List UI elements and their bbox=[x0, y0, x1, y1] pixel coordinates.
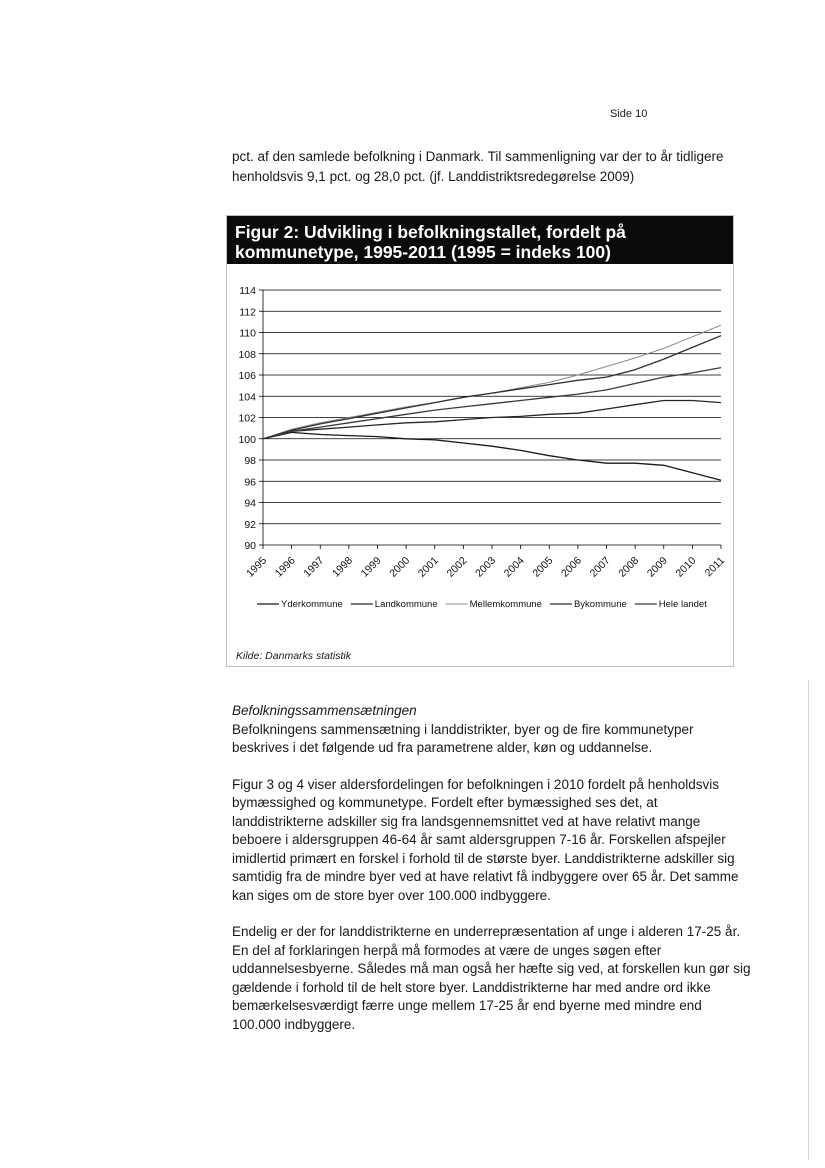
y-tick-label: 94 bbox=[244, 497, 256, 510]
y-tick-label: 90 bbox=[244, 540, 256, 552]
y-tick-label: 102 bbox=[238, 412, 256, 425]
x-tick-label: 2004 bbox=[501, 554, 527, 580]
legend-label: Landkommune bbox=[374, 599, 438, 610]
x-tick-label: 1996 bbox=[272, 554, 298, 580]
x-tick-label: 2008 bbox=[616, 554, 642, 580]
x-tick-label: 2001 bbox=[415, 554, 441, 580]
x-tick-label: 1998 bbox=[329, 554, 355, 580]
section-heading: Befolkningssammensætningen bbox=[232, 703, 417, 718]
x-tick-label: 2000 bbox=[387, 554, 413, 580]
intro-paragraph: pct. af den samlede befolkning i Danmark. Til sammenligning var der to år tidligere henholdsvis 9,1 pct. og 28,0 pct. (jf. Landdistriktsredegørelse 2009) bbox=[232, 149, 724, 184]
figure-box bbox=[226, 215, 734, 667]
x-tick-label: 1995 bbox=[244, 554, 270, 580]
y-tick-label: 96 bbox=[244, 476, 256, 489]
page-number: Side 10 bbox=[610, 108, 648, 120]
x-tick-label: 2011 bbox=[702, 554, 728, 580]
series-line-yderkommune bbox=[263, 432, 721, 480]
figure-title: Figur 2: Udvikling i befolkningstallet, fordelt på kommunetype, 1995-2011 (1995 = indeks 100) bbox=[227, 216, 733, 264]
population-index-chart bbox=[227, 276, 733, 621]
x-tick-label: 1997 bbox=[301, 554, 327, 580]
legend-label: Bykommune bbox=[573, 599, 627, 610]
paragraph-3: Endelig er der for landdistrikterne en underrepræsentation af unge i alderen 17-25 år. En del af forklaringen herpå må formodes at være de unges søgen efter uddannelsesbyerne. Således må man også her hæfte sig ved, at forskellen kun gør sig gældende i forhold til de helt store byer. Landdistrikterne har med andre ord ikke bemærkelsesværdigt færre unge mellem 17-25 år end byerne med mindre end 100.000 indbyggere. bbox=[232, 924, 751, 1032]
legend-label: Mellemkommune bbox=[469, 599, 542, 610]
y-tick-label: 114 bbox=[239, 285, 256, 297]
legend-label: Hele landet bbox=[658, 599, 707, 610]
body-section bbox=[232, 702, 752, 1052]
series-line-landkommune bbox=[263, 401, 721, 439]
figure-source: Kilde: Danmarks statistik bbox=[236, 650, 351, 662]
y-tick-label: 110 bbox=[239, 327, 256, 340]
y-tick-label: 108 bbox=[238, 348, 256, 361]
paragraph-2: Figur 3 og 4 viser aldersfordelingen for befolkningen i 2010 fordelt på henholdsvis bymæssighed og kommunetype. Fordelt efter bymæssighed ses det, at landdistrikterne adskiller sig fra landsgennemsnittet ved at have relativt mange beboere i aldersgruppen 46-64 år samt aldersgruppen 7-16 år. Forskellen afspejler imidlertid primært en forskel i forhold til de største byer. Landdistrikterne adskiller sig samtidig fra de mindre byer ved at have relativt få indbyggere over 65 år. Det samme kan siges om de store byer over 100.000 indbyggere. bbox=[232, 776, 739, 903]
x-tick-label: 2007 bbox=[587, 554, 613, 580]
x-tick-label: 2003 bbox=[473, 554, 499, 580]
x-tick-label: 2010 bbox=[673, 554, 699, 580]
y-tick-label: 106 bbox=[238, 370, 256, 382]
y-tick-label: 92 bbox=[244, 518, 256, 531]
paragraph-1: Befolkningens sammensætning i landdistrikter, byer og de fire kommunetyper beskrives i det følgende ud fra parametrene alder, køn og uddannelse. bbox=[232, 721, 694, 755]
y-tick-label: 112 bbox=[239, 306, 256, 319]
series-line-bykommune bbox=[263, 336, 721, 439]
x-tick-label: 1999 bbox=[358, 554, 384, 580]
x-tick-label: 2006 bbox=[558, 554, 584, 580]
x-tick-label: 2005 bbox=[530, 554, 556, 580]
y-tick-label: 104 bbox=[238, 391, 256, 404]
x-tick-label: 2009 bbox=[644, 554, 670, 580]
y-tick-label: 98 bbox=[244, 455, 256, 467]
page-margin-rule bbox=[808, 680, 809, 1160]
y-tick-label: 100 bbox=[238, 433, 256, 446]
x-tick-label: 2002 bbox=[444, 554, 470, 580]
legend-label: Yderkommune bbox=[281, 599, 343, 610]
